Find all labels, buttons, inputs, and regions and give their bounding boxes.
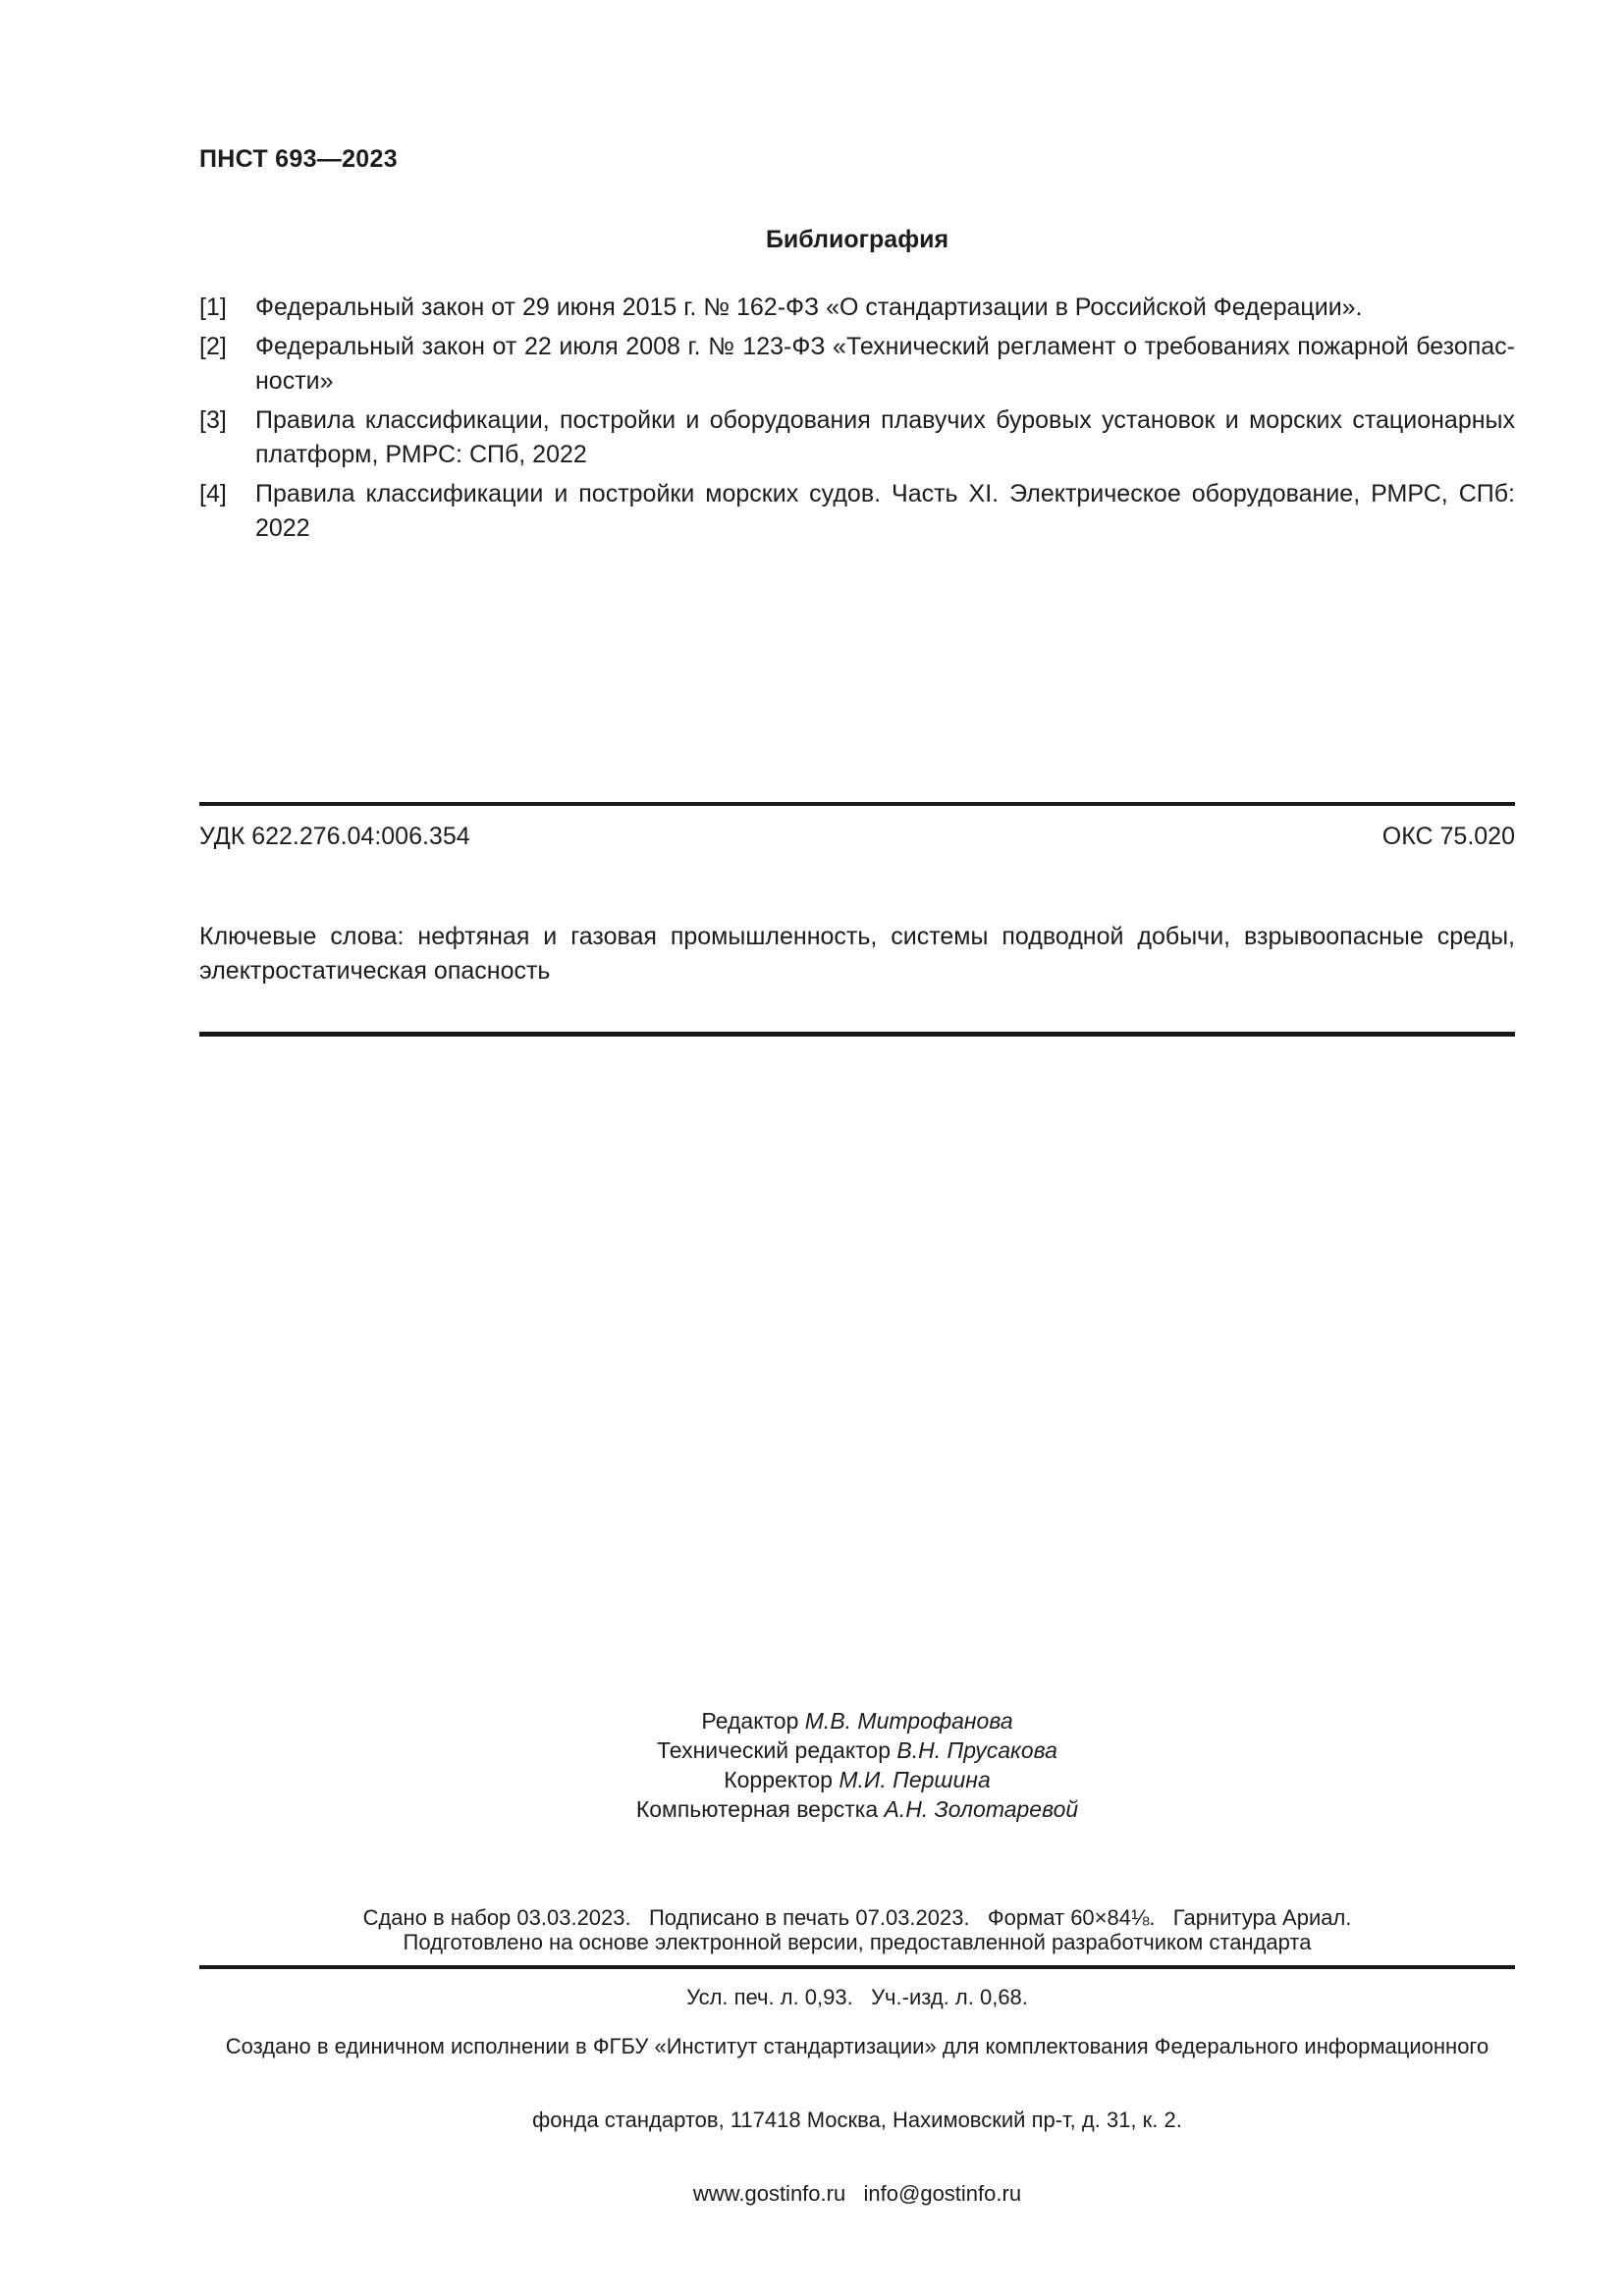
bibliography-item bbox=[199, 330, 1515, 399]
bibliography-item-text: Правила классификации, постройки и оборудования плавучих буровых установок и морских стационарных платформ, РМРС: СПб, 2022 bbox=[255, 406, 1515, 468]
credit-role: Корректор bbox=[724, 1767, 839, 1792]
footer-line-institution: Создано в единичном исполнении в ФГБУ «Институт стандартизации» для комплектования Федерального информационного bbox=[225, 2034, 1489, 2058]
doc-code-header: ПНСТ 693—2023 bbox=[199, 145, 398, 173]
bibliography-item-text: Федеральный закон от 29 июня 2015 г. № 162-ФЗ «О стандартизации в Российской Федерации». bbox=[255, 294, 1363, 321]
section-title-bibliography: Библиография bbox=[765, 226, 949, 253]
bibliography-item bbox=[199, 477, 1515, 546]
bibliography-item-text: Правила классификации и постройки морских судов. Часть XI. Электрическое оборудование, РМРС, СПб: 2022 bbox=[255, 480, 1515, 542]
credit-line-layout bbox=[199, 1794, 1515, 1824]
bibliography-item bbox=[199, 291, 1515, 325]
bibliography-list bbox=[199, 291, 1515, 551]
credit-line-technical-editor bbox=[199, 1735, 1515, 1765]
credit-name: М.В. Митрофанова bbox=[804, 1708, 1013, 1734]
horizontal-rule-top bbox=[199, 802, 1515, 806]
imprint-line-sheets: Усл. печ. л. 0,93. Уч.-изд. л. 0,68. bbox=[686, 1985, 1028, 2009]
horizontal-rule-bottom bbox=[199, 1965, 1515, 1969]
bibliography-item-number: [4] bbox=[199, 480, 227, 507]
publisher-footer bbox=[199, 1985, 1515, 2255]
classification-row bbox=[199, 823, 1515, 851]
credit-role: Редактор bbox=[701, 1708, 805, 1734]
bibliography-item-number: [3] bbox=[199, 406, 227, 434]
credit-name: М.И. Першина bbox=[839, 1767, 991, 1792]
credits-block bbox=[199, 1706, 1515, 1824]
credit-line-editor bbox=[199, 1706, 1515, 1735]
footer-line-address: фонда стандартов, 117418 Москва, Нахимовский пр-т, д. 31, к. 2. bbox=[532, 2108, 1182, 2132]
horizontal-rule-middle bbox=[199, 1032, 1515, 1037]
keywords-paragraph: Ключевые слова: нефтяная и газовая промышленность, системы подводной добычи, взрывоопасные среды, электростатическая опасность bbox=[199, 923, 1515, 985]
udk-code: УДК 622.276.04:006.354 bbox=[199, 823, 470, 850]
bibliography-item-text: Федеральный закон от 22 июля 2008 г. № 123-ФЗ «Технический регламент о требованиях пожарной безопасности» bbox=[255, 333, 1515, 395]
credit-name: В.Н. Прусакова bbox=[896, 1737, 1057, 1763]
credit-line-corrector bbox=[199, 1765, 1515, 1794]
bibliography-item bbox=[199, 403, 1515, 472]
credit-name: А.Н. Золотаревой bbox=[884, 1796, 1079, 1822]
footer-line-contacts: www.gostinfo.ru info@gostinfo.ru bbox=[692, 2181, 1022, 2206]
imprint-line-dates-format: Сдано в набор 03.03.2023. Подписано в печать 07.03.2023. Формат 60×84⅛. Гарнитура Ариал. bbox=[362, 1905, 1352, 1930]
bibliography-item-number: [2] bbox=[199, 333, 227, 360]
credit-role: Технический редактор bbox=[657, 1737, 897, 1763]
bibliography-item-number: [1] bbox=[199, 294, 227, 321]
prepared-note: Подготовлено на основе электронной версии, предоставленной разработчиком стандарта bbox=[403, 1930, 1312, 1954]
credit-role: Компьютерная верстка bbox=[635, 1796, 885, 1822]
oks-code: ОКС 75.020 bbox=[1381, 823, 1515, 850]
